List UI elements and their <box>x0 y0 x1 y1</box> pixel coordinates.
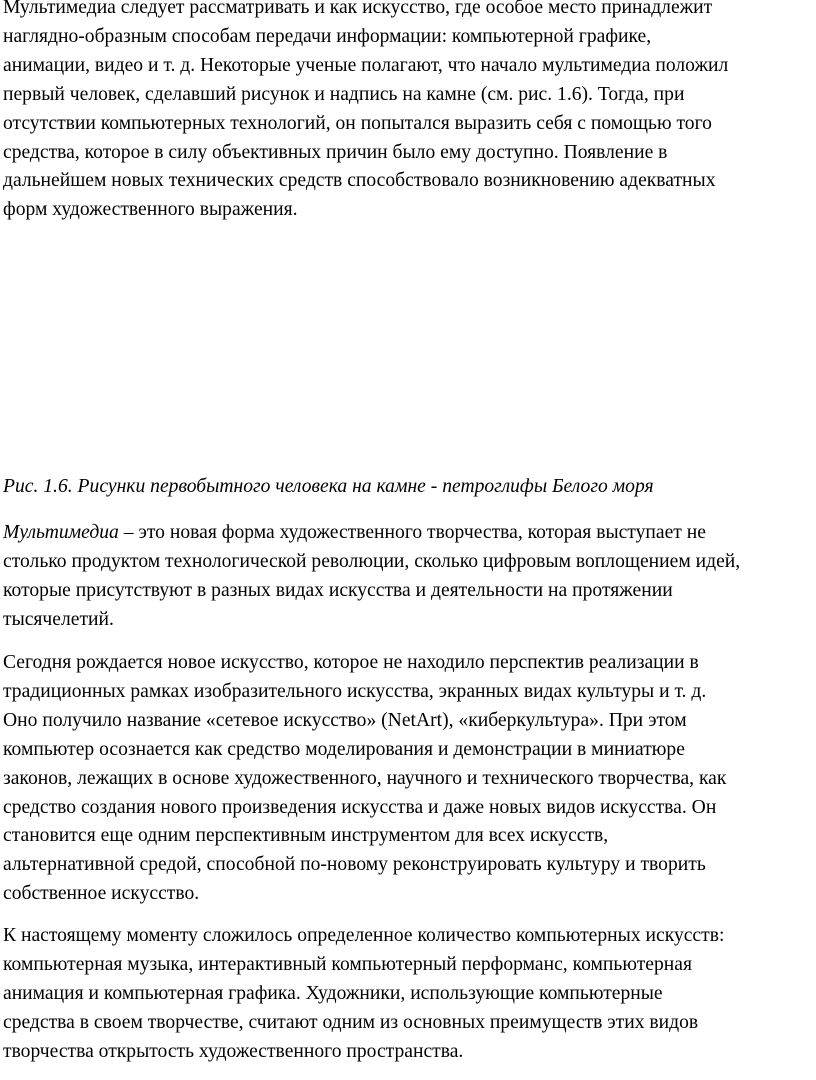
text-line: К настоящему моменту сложилось определенное количество компьютерных искусств: <box>3 925 725 946</box>
text-line: альтернативной средой, способной по-новому реконструировать культуру и творить <box>3 854 706 876</box>
figure-caption: Рис. 1.6. Рисунки первобытного человека на камне - петроглифы Белого моря <box>3 476 654 497</box>
text-line: наглядно-образным способам передачи информации: компьютерной графике, <box>3 25 652 47</box>
text-line: которые присутствуют в разных видах искусства и деятельности на протяжении <box>3 579 673 601</box>
text-line: Оно получило название «сетевое искусство» (NetArt), «киберкультура». При этом <box>3 709 687 731</box>
text-line: анимация и компьютерная графика. Художники, использующие компьютерные <box>3 982 663 1004</box>
figure-placeholder <box>3 240 813 465</box>
text-line: компьютерная музыка, интерактивный компьютерный перформанс, компьютерная <box>3 953 692 975</box>
text-line <box>3 519 740 548</box>
text-line: традиционных рамках изобразительного искусства, экранных видах культуры и т. д. <box>3 680 707 702</box>
text-line: форм художественного выражения. <box>3 199 298 221</box>
text-line: столько продуктом технологической революции, сколько цифровым воплощением идей, <box>3 550 741 572</box>
text-line: творчества открытость художественного пространства. <box>3 1040 464 1062</box>
term-multimedia: Мультимедиа <box>3 522 119 543</box>
paragraph-intro <box>3 0 728 225</box>
text-line: собственное искусство. <box>3 883 200 905</box>
text-line: становится еще одним перспективным инструментом для всех искусств, <box>3 825 609 847</box>
text-line: отсутствии компьютерных технологий, он попытался выразить себя с помощью того <box>3 112 712 134</box>
text-line: анимации, видео и т. д. Некоторые ученые полагают, что начало мультимедиа положил <box>3 54 729 76</box>
text-line: компьютер осознается как средство моделирования и демонстрации в миниатюре <box>3 738 685 760</box>
paragraph-definition <box>3 519 740 635</box>
text-line: средства, которое в силу объективных причин было ему доступно. Появление в <box>3 141 668 163</box>
paragraph-computer-arts <box>3 922 724 1067</box>
text-line: тысячелетий. <box>3 608 114 630</box>
text-line: законов, лежащих в основе художественного, научного и технического творчества, как <box>3 767 727 789</box>
text-line: Мультимедиа следует рассматривать и как искусство, где особое место принадлежит <box>3 0 713 18</box>
text-line: первый человек, сделавший рисунок и надпись на камне (см. рис. 1.6). Тогда, при <box>3 83 685 105</box>
text-line: средство создания нового произведения искусства и даже новых видов искусства. Он <box>3 796 717 818</box>
definition-text: – это новая форма художественного творчества, которая выступает не <box>118 522 706 543</box>
text-line: дальнейшем новых технических средств способствовало возникновению адекватных <box>3 170 716 192</box>
paragraph-netart <box>3 649 726 909</box>
text-line: Сегодня рождается новое искусство, которое не находило перспектив реализации в <box>3 652 699 673</box>
text-line: средства в своем творчестве, считают одним из основных преимуществ этих видов <box>3 1011 699 1033</box>
